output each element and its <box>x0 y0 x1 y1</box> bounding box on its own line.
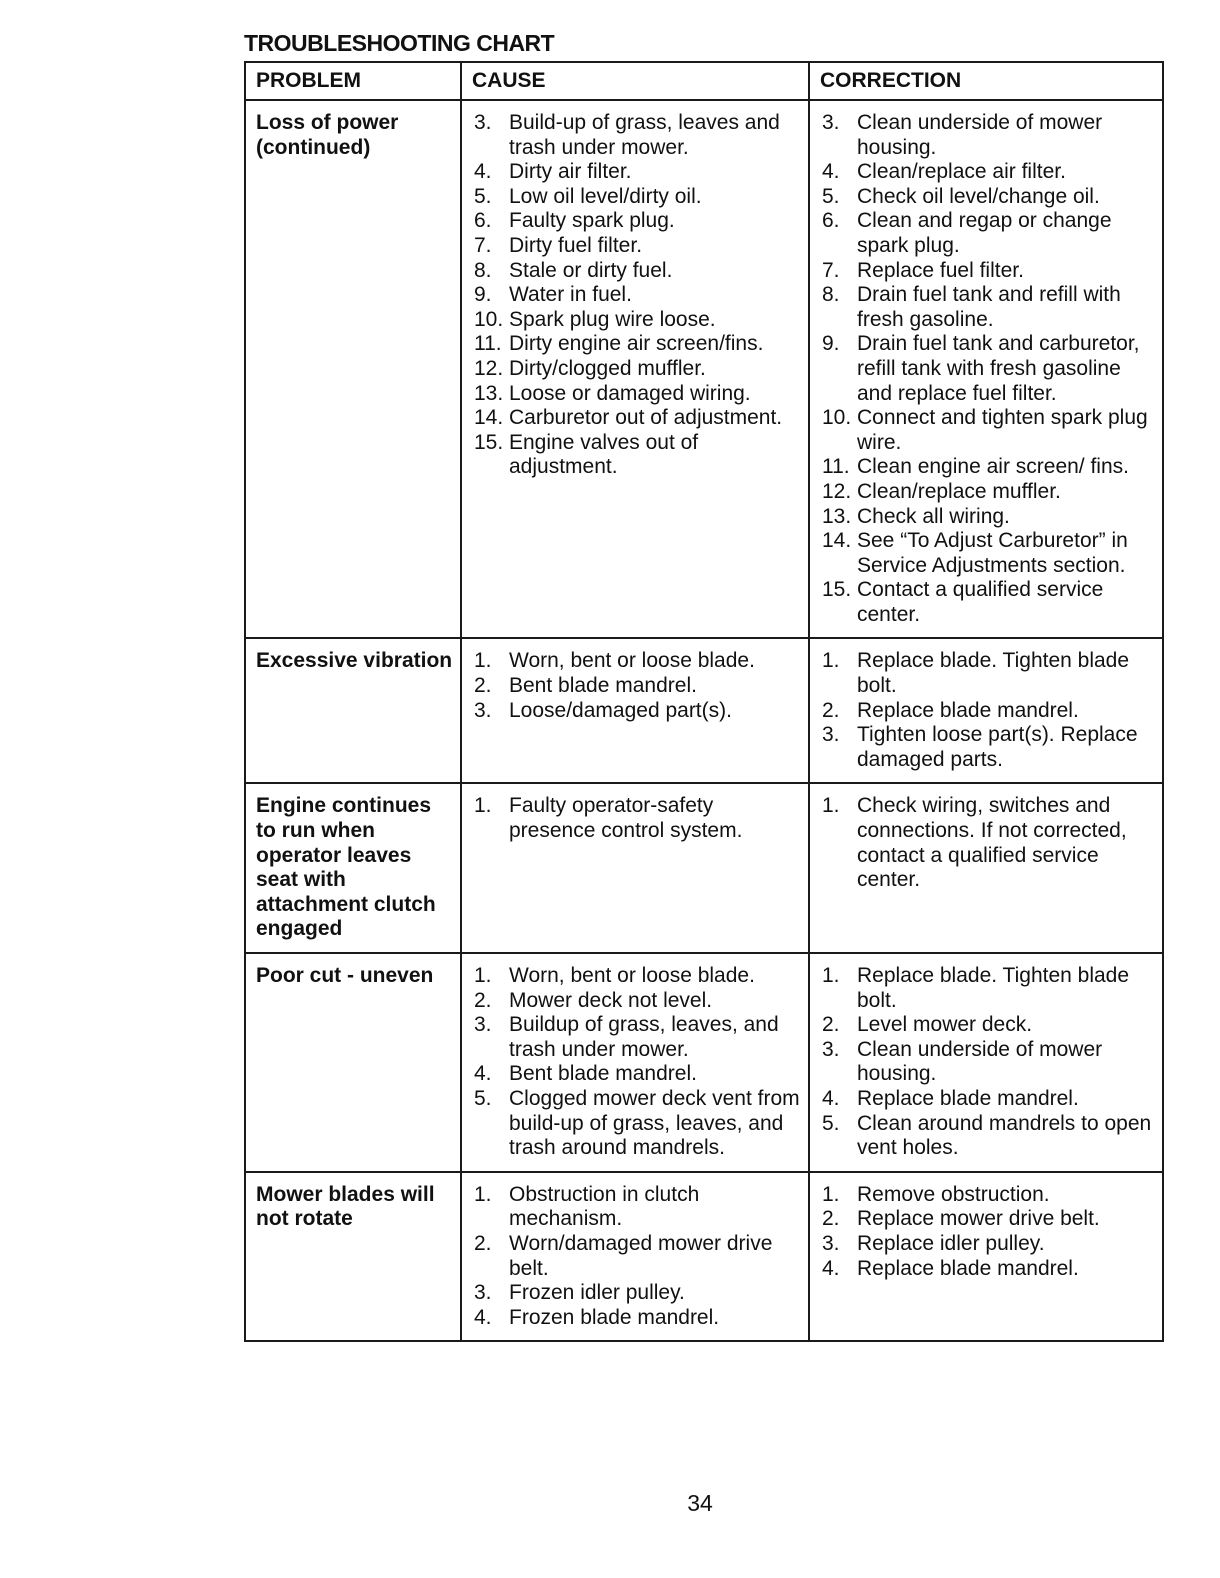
cause-item-text: Bent blade mandrel. <box>509 1062 697 1086</box>
correction-item <box>822 455 1154 480</box>
cause-item-text: Frozen blade mandrel. <box>509 1305 720 1329</box>
page-number: 34 <box>687 1490 713 1516</box>
cause-item <box>474 1281 800 1306</box>
correction-item <box>822 794 1154 892</box>
correction-item-text: Remove obstruction. <box>857 1182 1050 1206</box>
correction-item <box>822 185 1154 210</box>
correction-item <box>822 1038 1154 1087</box>
correction-item <box>822 529 1154 578</box>
correction-item-text: Replace blade mandrel. <box>857 1256 1079 1280</box>
table-row <box>246 1171 1162 1341</box>
cause-item-number: 5. <box>474 1086 492 1110</box>
cause-item <box>474 406 800 431</box>
correction-item-number: 14. <box>822 529 852 553</box>
correction-item-text: Connect and tighten spark plug wire. <box>857 406 1148 454</box>
cause-item <box>474 964 800 989</box>
cause-item-number: 9. <box>474 283 492 307</box>
table-row <box>246 952 1162 1171</box>
correction-item <box>822 209 1154 258</box>
table-row <box>246 782 1162 952</box>
correction-item-number: 2. <box>822 1207 840 1231</box>
correction-item <box>822 480 1154 505</box>
cause-item-number: 4. <box>474 160 492 184</box>
correction-item-number: 10. <box>822 406 852 430</box>
correction-item <box>822 505 1154 530</box>
cause-item-number: 8. <box>474 258 492 282</box>
correction-item-number: 4. <box>822 1256 840 1280</box>
cause-item-number: 2. <box>474 674 492 698</box>
cause-item-text: Buildup of grass, leaves, and trash under mower. <box>509 1013 779 1061</box>
correction-item <box>822 160 1154 185</box>
cause-item-text: Bent blade mandrel. <box>509 674 697 698</box>
correction-item-number: 8. <box>822 283 840 307</box>
cause-item-number: 6. <box>474 209 492 233</box>
cause-item <box>474 185 800 210</box>
cause-item-number: 2. <box>474 1231 492 1255</box>
cause-item <box>474 234 800 259</box>
correction-item-number: 4. <box>822 160 840 184</box>
correction-item-number: 2. <box>822 698 840 722</box>
header-cause: CAUSE <box>460 63 808 99</box>
correction-item-text: Drain fuel tank and carburetor, refill tank with fresh gasoline and replace fuel filter. <box>857 332 1140 405</box>
cause-item <box>474 794 800 843</box>
cause-item-text: Worn/damaged mower drive belt. <box>509 1231 773 1280</box>
cause-item-number: 14. <box>474 406 504 430</box>
cause-item-text: Dirty engine air screen/fins. <box>509 332 764 356</box>
cause-item-number: 7. <box>474 233 492 257</box>
correction-item-number: 1. <box>822 794 840 818</box>
correction-item-text: Clean engine air screen/ fins. <box>857 455 1129 479</box>
correction-item-number: 5. <box>822 1111 840 1135</box>
correction-cell <box>808 1173 1162 1341</box>
cause-item-text: Spark plug wire loose. <box>509 307 716 331</box>
correction-item <box>822 1013 1154 1038</box>
cause-item-number: 3. <box>474 111 492 134</box>
correction-item <box>822 1183 1154 1208</box>
cause-item-number: 1. <box>474 1182 492 1206</box>
cause-item <box>474 332 800 357</box>
cause-item <box>474 1087 800 1161</box>
correction-item-number: 3. <box>822 1231 840 1255</box>
header-problem: PROBLEM <box>256 69 361 92</box>
correction-item-number: 1. <box>822 964 840 987</box>
correction-item-text: Clean around mandrels to open vent holes. <box>857 1111 1152 1160</box>
correction-item-text: Clean/replace muffler. <box>857 479 1061 503</box>
cause-cell <box>460 101 808 637</box>
cause-item <box>474 357 800 382</box>
cause-item-text: Dirty/clogged muffler. <box>509 356 706 380</box>
cause-item-text: Engine valves out of adjustment. <box>509 430 699 479</box>
correction-cell <box>808 954 1162 1171</box>
cause-item-number: 3. <box>474 698 492 722</box>
correction-item-text: Check wiring, switches and connections. If not corrected, contact a qualified service center. <box>857 794 1127 892</box>
cause-item-text: Carburetor out of adjustment. <box>509 406 783 430</box>
cause-item-text: Loose or damaged wiring. <box>509 381 751 405</box>
correction-item-number: 3. <box>822 723 840 747</box>
cause-item-number: 12. <box>474 356 504 380</box>
correction-item-text: Check all wiring. <box>857 504 1010 528</box>
correction-item-number: 5. <box>822 184 840 208</box>
cause-item-text: Worn, bent or loose blade. <box>509 964 755 987</box>
cause-item-number: 13. <box>474 381 504 405</box>
correction-item <box>822 1207 1154 1232</box>
cause-item-number: 15. <box>474 430 504 454</box>
cause-cell <box>460 954 808 1171</box>
correction-item-text: See “To Adjust Carburetor” in Service Adjustments section. <box>857 529 1128 577</box>
cause-item-text: Stale or dirty fuel. <box>509 258 673 282</box>
correction-item-text: Level mower deck. <box>857 1013 1033 1037</box>
correction-item <box>822 1112 1154 1161</box>
cause-item <box>474 674 800 699</box>
cause-item-number: 4. <box>474 1062 492 1086</box>
correction-item <box>822 406 1154 455</box>
chart-title: TROUBLESHOOTING CHART <box>244 30 555 56</box>
cause-item <box>474 699 800 724</box>
cause-item-number: 3. <box>474 1281 492 1305</box>
correction-item-number: 15. <box>822 578 852 602</box>
correction-item-text: Replace blade. Tighten blade bolt. <box>857 964 1130 1012</box>
correction-item <box>822 964 1154 1013</box>
cause-item-text: Faulty spark plug. <box>509 209 675 233</box>
problem-cell: Engine continues to run when operator leaves seat with attachment clutch engaged <box>256 794 436 941</box>
cause-item-text: Mower deck not level. <box>509 988 713 1012</box>
cause-item-text: Frozen idler pulley. <box>509 1281 685 1305</box>
correction-item-number: 7. <box>822 258 840 282</box>
correction-cell <box>808 784 1162 952</box>
cause-cell <box>460 1173 808 1341</box>
table-header-row <box>246 63 1162 99</box>
correction-item-number: 9. <box>822 332 840 356</box>
correction-item-text: Replace blade mandrel. <box>857 698 1079 722</box>
cause-item-text: Worn, bent or loose blade. <box>509 649 755 673</box>
cause-item-number: 5. <box>474 184 492 208</box>
header-correction: CORRECTION <box>808 63 1162 99</box>
correction-item <box>822 283 1154 332</box>
cause-item <box>474 382 800 407</box>
cause-item-text: Dirty fuel filter. <box>509 233 643 257</box>
cause-item <box>474 160 800 185</box>
cause-item-text: Low oil level/dirty oil. <box>509 184 702 208</box>
table-body <box>246 99 1162 1340</box>
correction-item-text: Replace mower drive belt. <box>857 1207 1100 1231</box>
correction-item-text: Replace blade. Tighten blade bolt. <box>857 649 1130 698</box>
cause-item-text: Clogged mower deck vent from build-up of grass, leaves, and trash around mandrels. <box>509 1086 800 1160</box>
correction-item-text: Replace fuel filter. <box>857 258 1024 282</box>
troubleshooting-table <box>244 61 1164 1342</box>
cause-item-text: Faulty operator-safety presence control system. <box>509 794 743 843</box>
cause-item-number: 2. <box>474 988 492 1012</box>
correction-item-number: 12. <box>822 479 852 503</box>
cause-item <box>474 1232 800 1281</box>
cause-item <box>474 1062 800 1087</box>
cause-item-number: 1. <box>474 649 492 673</box>
cause-item-number: 1. <box>474 794 492 818</box>
correction-item-text: Tighten loose part(s). Replace damaged parts. <box>857 723 1138 771</box>
correction-cell <box>808 101 1162 637</box>
correction-item <box>822 649 1154 698</box>
correction-item-number: 1. <box>822 1182 840 1206</box>
cause-item-number: 11. <box>474 332 502 356</box>
cause-item <box>474 431 800 480</box>
correction-item-text: Drain fuel tank and refill with fresh gasoline. <box>857 283 1121 331</box>
correction-item-text: Replace idler pulley. <box>857 1231 1045 1255</box>
correction-item-text: Contact a qualified service center. <box>857 578 1104 626</box>
cause-item <box>474 111 800 160</box>
correction-item-text: Clean underside of mower housing. <box>857 1037 1103 1086</box>
table-row <box>246 99 1162 637</box>
correction-item-text: Check oil level/change oil. <box>857 184 1100 208</box>
correction-item-number: 13. <box>822 504 852 528</box>
cause-item <box>474 308 800 333</box>
cause-item <box>474 649 800 674</box>
correction-item <box>822 1257 1154 1282</box>
correction-item-number: 1. <box>822 649 840 673</box>
correction-item-text: Replace blade mandrel. <box>857 1086 1079 1110</box>
cause-item <box>474 1183 800 1232</box>
correction-item <box>822 723 1154 772</box>
correction-item-number: 2. <box>822 1013 840 1037</box>
cause-item-text: Dirty air filter. <box>509 160 632 184</box>
cause-item-text: Obstruction in clutch mechanism. <box>509 1182 700 1231</box>
cause-cell <box>460 639 808 782</box>
cause-item-number: 4. <box>474 1305 492 1329</box>
correction-item <box>822 259 1154 284</box>
cause-cell <box>460 784 808 952</box>
correction-item <box>822 699 1154 724</box>
cause-item <box>474 259 800 284</box>
cause-item-number: 3. <box>474 1013 492 1037</box>
cause-item <box>474 283 800 308</box>
cause-item <box>474 1013 800 1062</box>
cause-item <box>474 1306 800 1331</box>
problem-cell: Poor cut - uneven <box>256 964 434 987</box>
correction-item <box>822 1232 1154 1257</box>
correction-item-text: Clean and regap or change spark plug. <box>857 209 1112 257</box>
problem-cell: Mower blades will not rotate <box>256 1182 435 1231</box>
table-row <box>246 637 1162 782</box>
correction-cell <box>808 639 1162 782</box>
correction-item-number: 3. <box>822 111 840 134</box>
cause-item-text: Build-up of grass, leaves and trash under mower. <box>509 111 780 159</box>
cause-item <box>474 989 800 1014</box>
problem-cell: Loss of power (continued) <box>256 111 399 159</box>
cause-item-text: Water in fuel. <box>509 283 632 307</box>
cause-item <box>474 209 800 234</box>
correction-item-number: 6. <box>822 209 840 233</box>
problem-cell: Excessive vibration <box>256 649 453 673</box>
cause-item-text: Loose/damaged part(s). <box>509 698 732 722</box>
correction-item-number: 4. <box>822 1086 840 1110</box>
cause-item-number: 10. <box>474 307 504 331</box>
correction-item <box>822 111 1154 160</box>
correction-item <box>822 332 1154 406</box>
correction-item <box>822 1087 1154 1112</box>
cause-item-number: 1. <box>474 964 492 987</box>
correction-item-number: 11. <box>822 455 850 479</box>
correction-item-number: 3. <box>822 1037 840 1061</box>
correction-item-text: Clean underside of mower housing. <box>857 111 1103 159</box>
correction-item-text: Clean/replace air filter. <box>857 160 1066 184</box>
correction-item <box>822 578 1154 627</box>
